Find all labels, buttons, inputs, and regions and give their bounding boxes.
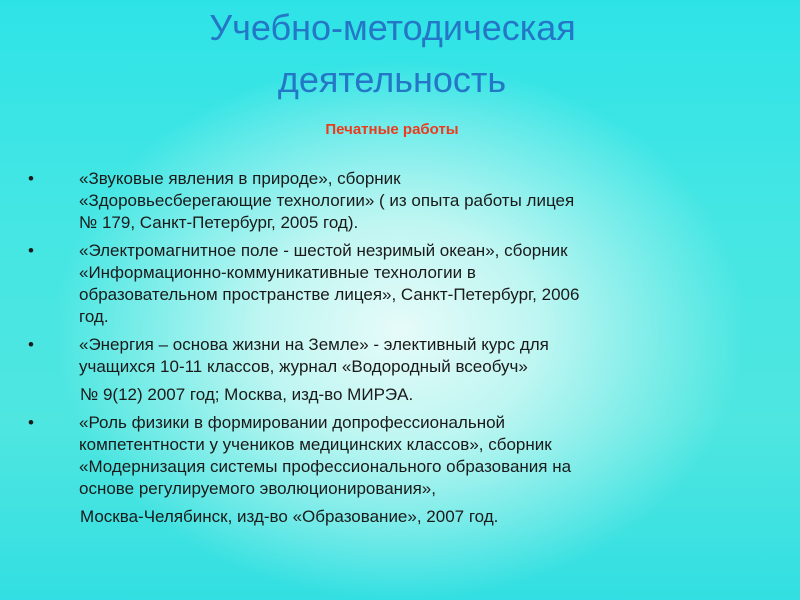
list-item (28, 168, 768, 234)
item-continuation: Москва-Челябинск, изд-во «Образование», 2007 год. (80, 507, 499, 526)
item-line: основе регулируемого эволюционирования», (79, 479, 436, 498)
item-line: образовательном пространстве лицея», Санкт-Петербург, 2006 (79, 285, 580, 304)
bullet-icon: • (28, 241, 34, 260)
item-line: «Энергия – основа жизни на Земле» - элективный курс для (79, 335, 549, 354)
slide-title (0, 2, 800, 106)
bullet-icon: • (28, 335, 34, 354)
title-line-1: Учебно-методическая (209, 7, 576, 48)
item-line: «Здоровьесберегающие технологии» ( из опыта работы лицея (79, 191, 575, 210)
item-line: № 179, Санкт-Петербург, 2005 год). (79, 213, 359, 232)
slide-subtitle: Печатные работы (325, 121, 459, 138)
item-line: учащихся 10-11 классов, журнал «Водородный всеобуч» (79, 357, 528, 376)
item-line: «Модернизация системы профессионального образования на (79, 457, 572, 476)
bullet-icon: • (28, 413, 34, 432)
item-line: «Электромагнитное поле - шестой незримый океан», сборник (79, 241, 568, 260)
item-line: «Информационно-коммуникативные технологии в (79, 263, 476, 282)
item-line: компетентности у учеников медицинских классов», сборник (79, 435, 552, 454)
item-line: год. (79, 307, 109, 326)
publications-list (28, 168, 768, 534)
title-line-2: деятельность (277, 59, 507, 100)
list-item (28, 412, 768, 528)
bullet-icon: • (28, 169, 34, 188)
item-line: «Роль физики в формировании допрофессиональной (79, 413, 506, 432)
list-item (28, 334, 768, 406)
item-continuation: № 9(12) 2007 год; Москва, изд-во МИРЭА. (80, 385, 414, 404)
list-item (28, 240, 768, 328)
item-line: «Звуковые явления в природе», сборник (79, 169, 401, 188)
